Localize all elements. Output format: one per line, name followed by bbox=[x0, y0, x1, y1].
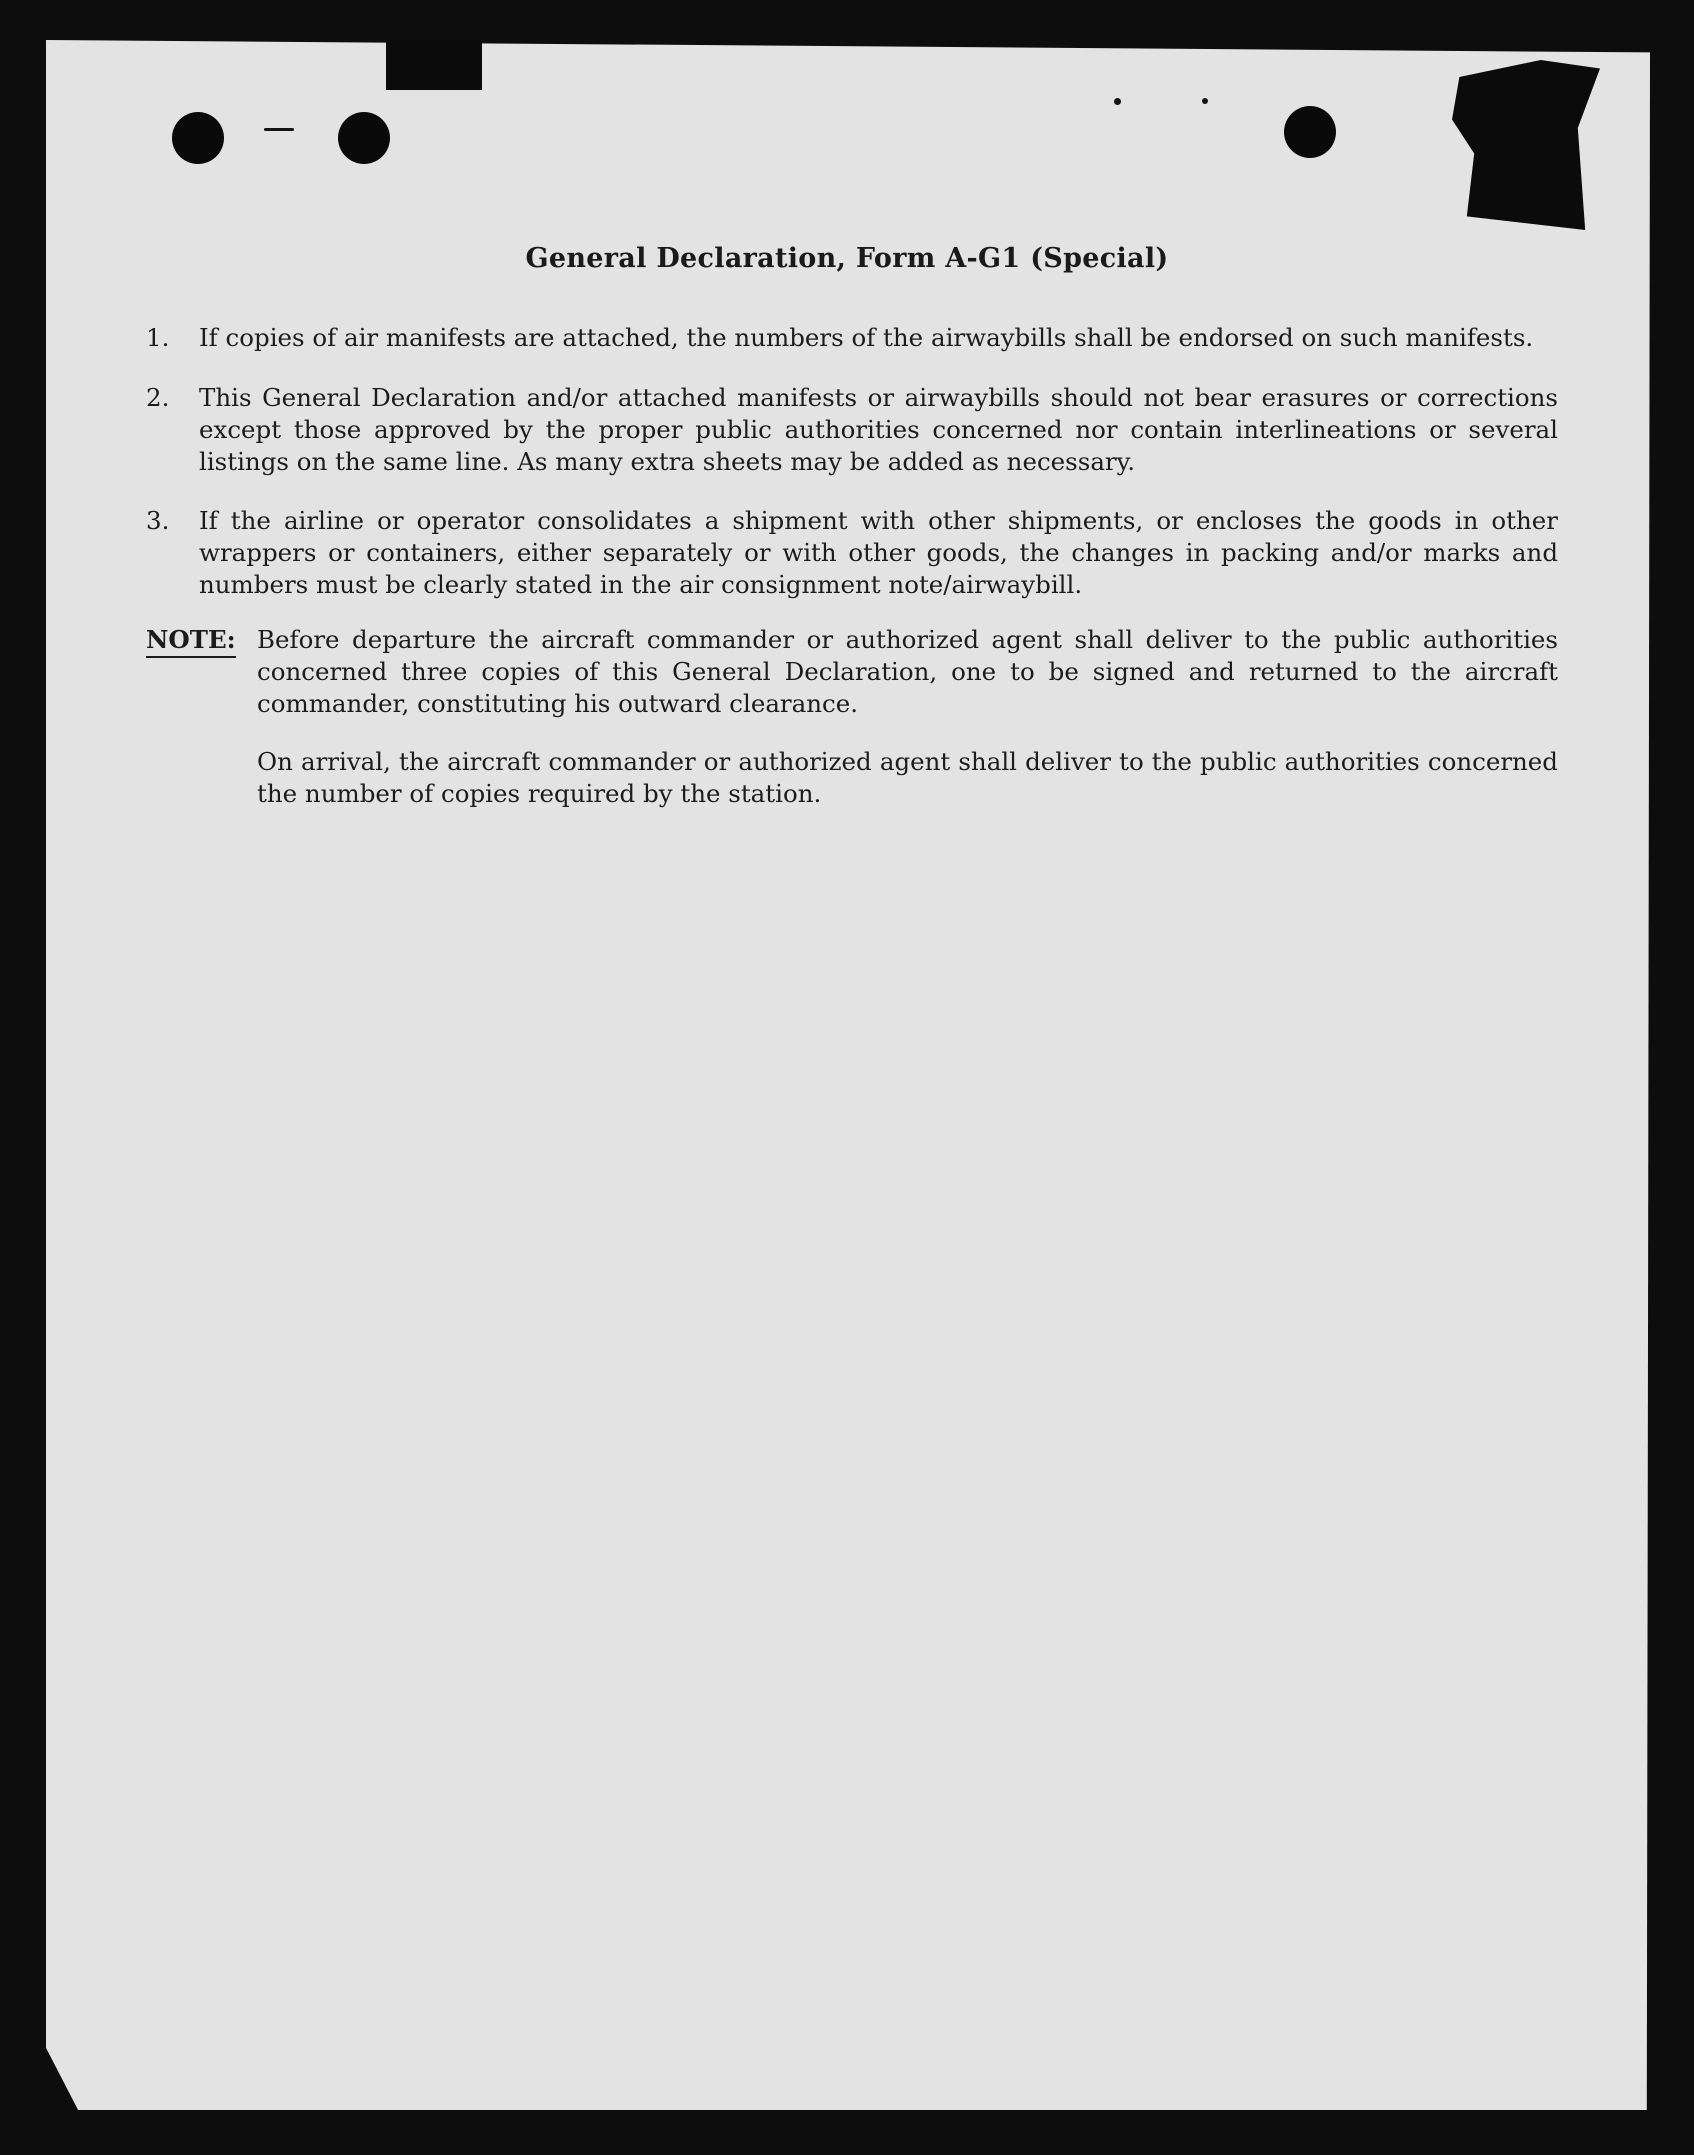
binding-tab-mark bbox=[386, 40, 482, 90]
punch-hole-center-left bbox=[338, 112, 390, 164]
list-item-number: 3. bbox=[146, 506, 170, 535]
list-item-number: 2. bbox=[146, 383, 170, 412]
torn-corner-mark bbox=[1452, 60, 1600, 230]
list-item bbox=[146, 505, 1558, 601]
note-label: NOTE: bbox=[146, 624, 236, 658]
pen-mark bbox=[264, 128, 294, 131]
document-title: General Declaration, Form A-G1 (Special) bbox=[525, 243, 1169, 274]
list-item-text: If the airline or operator consolidates a shipment with other shipments, or encloses the goods in other wrappers or containers, either separately or with other goods, the changes in packing and/or marks and numbers must be clearly stated in the air consignment note/airwaybill. bbox=[199, 506, 1558, 599]
note-paragraph: On arrival, the aircraft commander or authorized agent shall deliver to the public authorities concerned the number of copies required by the station. bbox=[257, 747, 1558, 808]
punch-hole-left bbox=[172, 112, 224, 164]
list-item bbox=[146, 322, 1558, 354]
list-item-text: This General Declaration and/or attached manifests or airwaybills should not bear erasures or corrections except those approved by the proper public authorities concerned nor contain interlineations or several listings on the same line. As many extra sheets may be added as necessary. bbox=[199, 383, 1558, 476]
list-item bbox=[146, 382, 1558, 478]
list-item-number: 1. bbox=[146, 323, 170, 352]
punch-hole-right bbox=[1284, 106, 1336, 158]
list-item-text: If copies of air manifests are attached, the numbers of the airwaybills shall be endorsed on such manifests. bbox=[199, 323, 1534, 352]
speck-mark bbox=[1202, 98, 1208, 104]
speck-mark bbox=[1114, 98, 1121, 105]
note-paragraph: Before departure the aircraft commander or authorized agent shall deliver to the public authorities concerned three copies of this General Declaration, one to be signed and returned to the aircraft commander, constituting his outward clearance. bbox=[257, 625, 1558, 718]
